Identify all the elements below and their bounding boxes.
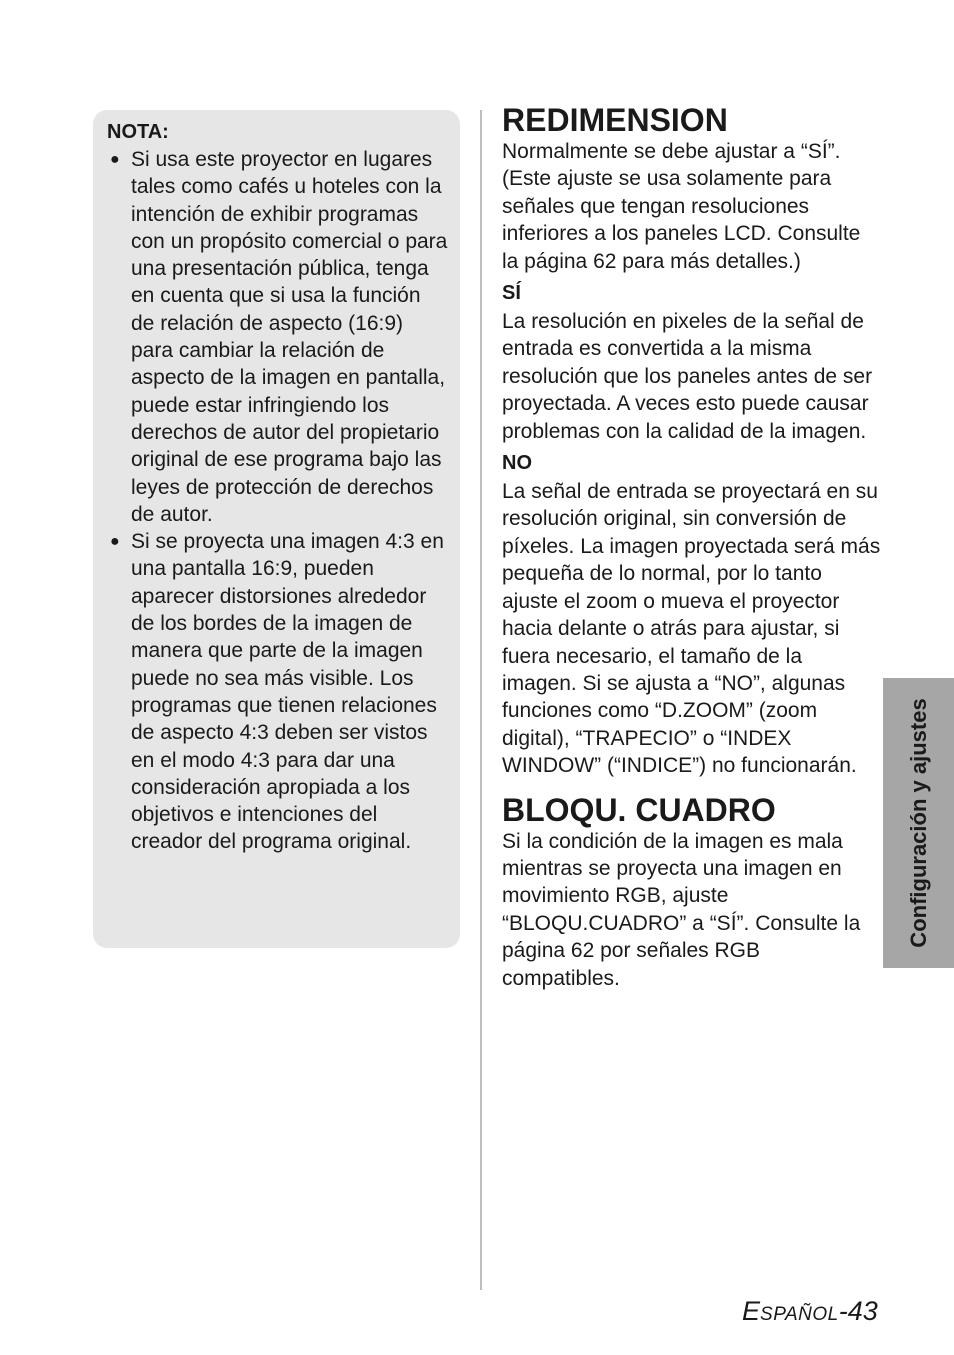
page-lang-rest: SPAÑOL — [760, 1304, 839, 1325]
si-description: La resolución en pixeles de la señal de entrada es convertida a la misma resolución que los paneles antes de ser proyectada. A veces esto puede causar problemas con la calidad de la imagen. — [502, 310, 873, 443]
redimension-heading: REDIMENSION — [502, 102, 728, 138]
note-item-text: Si usa este proyector en lugares tales como cafés u hoteles con la intención de exhibir programas con un propósito comercial o para una presentación pública, tenga en cuenta que si usa la función de relación de aspecto (16:9) para cambiar la relación de aspecto de la imagen en pantalla, puede estar infringiendo los derechos de autor del propietario original de ese programa bajo las leyes de protección de derechos de autor. — [131, 148, 448, 526]
side-tab — [883, 678, 954, 968]
side-tab-label: Configuración y ajustes — [905, 698, 931, 948]
column-divider — [480, 110, 482, 1290]
page-lang-initial: E — [742, 1296, 761, 1326]
redimension-intro: Normalmente se debe ajustar a “SÍ”. (Este ajuste se usa solamente para señales que tengan resoluciones inferiores a los paneles LCD. Consulte la página 62 para más detalles.) — [502, 140, 861, 273]
bloqu-cuadro-heading: BLOQU. CUADRO — [502, 791, 776, 828]
right-column — [502, 102, 882, 992]
note-title: NOTA: — [107, 121, 169, 143]
bullet-icon: ● — [110, 151, 120, 168]
note-item — [107, 528, 448, 856]
no-label: NO — [502, 452, 532, 475]
page-number — [742, 1296, 878, 1327]
page-number-value: -43 — [838, 1296, 878, 1326]
bloqu-cuadro-description: Si la condición de la imagen es mala mientras se proyecta una imagen en movimiento RGB, ajuste “BLOQU.CUADRO” a “SÍ”. Consulte la página 62 por señales RGB compatibles. — [502, 829, 861, 990]
note-item — [107, 146, 448, 528]
no-description: La señal de entrada se proyectará en su resolución original, sin conversión de píxeles. La imagen proyectada será más pequeña de lo normal, por lo tanto ajuste el zoom o mueva el proyector hacia delante o atrás para ajustar, si fuera necesario, el tamaño de la imagen. Si se ajusta a “NO”, algunas funciones como “D.ZOOM” (zoom digital), “TRAPECIO” o “INDEX WINDOW” (“INDICE”) no funcionarán. — [502, 480, 881, 778]
note-box — [93, 110, 460, 948]
si-label: SÍ — [502, 282, 521, 305]
note-item-text: Si se proyecta una imagen 4:3 en una pantalla 16:9, pueden aparecer distorsiones alrededor de los bordes de la imagen de manera que parte de la imagen puede no sea más visible. Los programas que tienen relaciones de aspecto 4:3 deben ser vistos en el modo 4:3 para dar una consideración apropiada a los objetivos e intenciones del creador del programa original. — [131, 530, 444, 854]
bullet-icon: ● — [110, 533, 120, 551]
note-list — [107, 146, 448, 856]
